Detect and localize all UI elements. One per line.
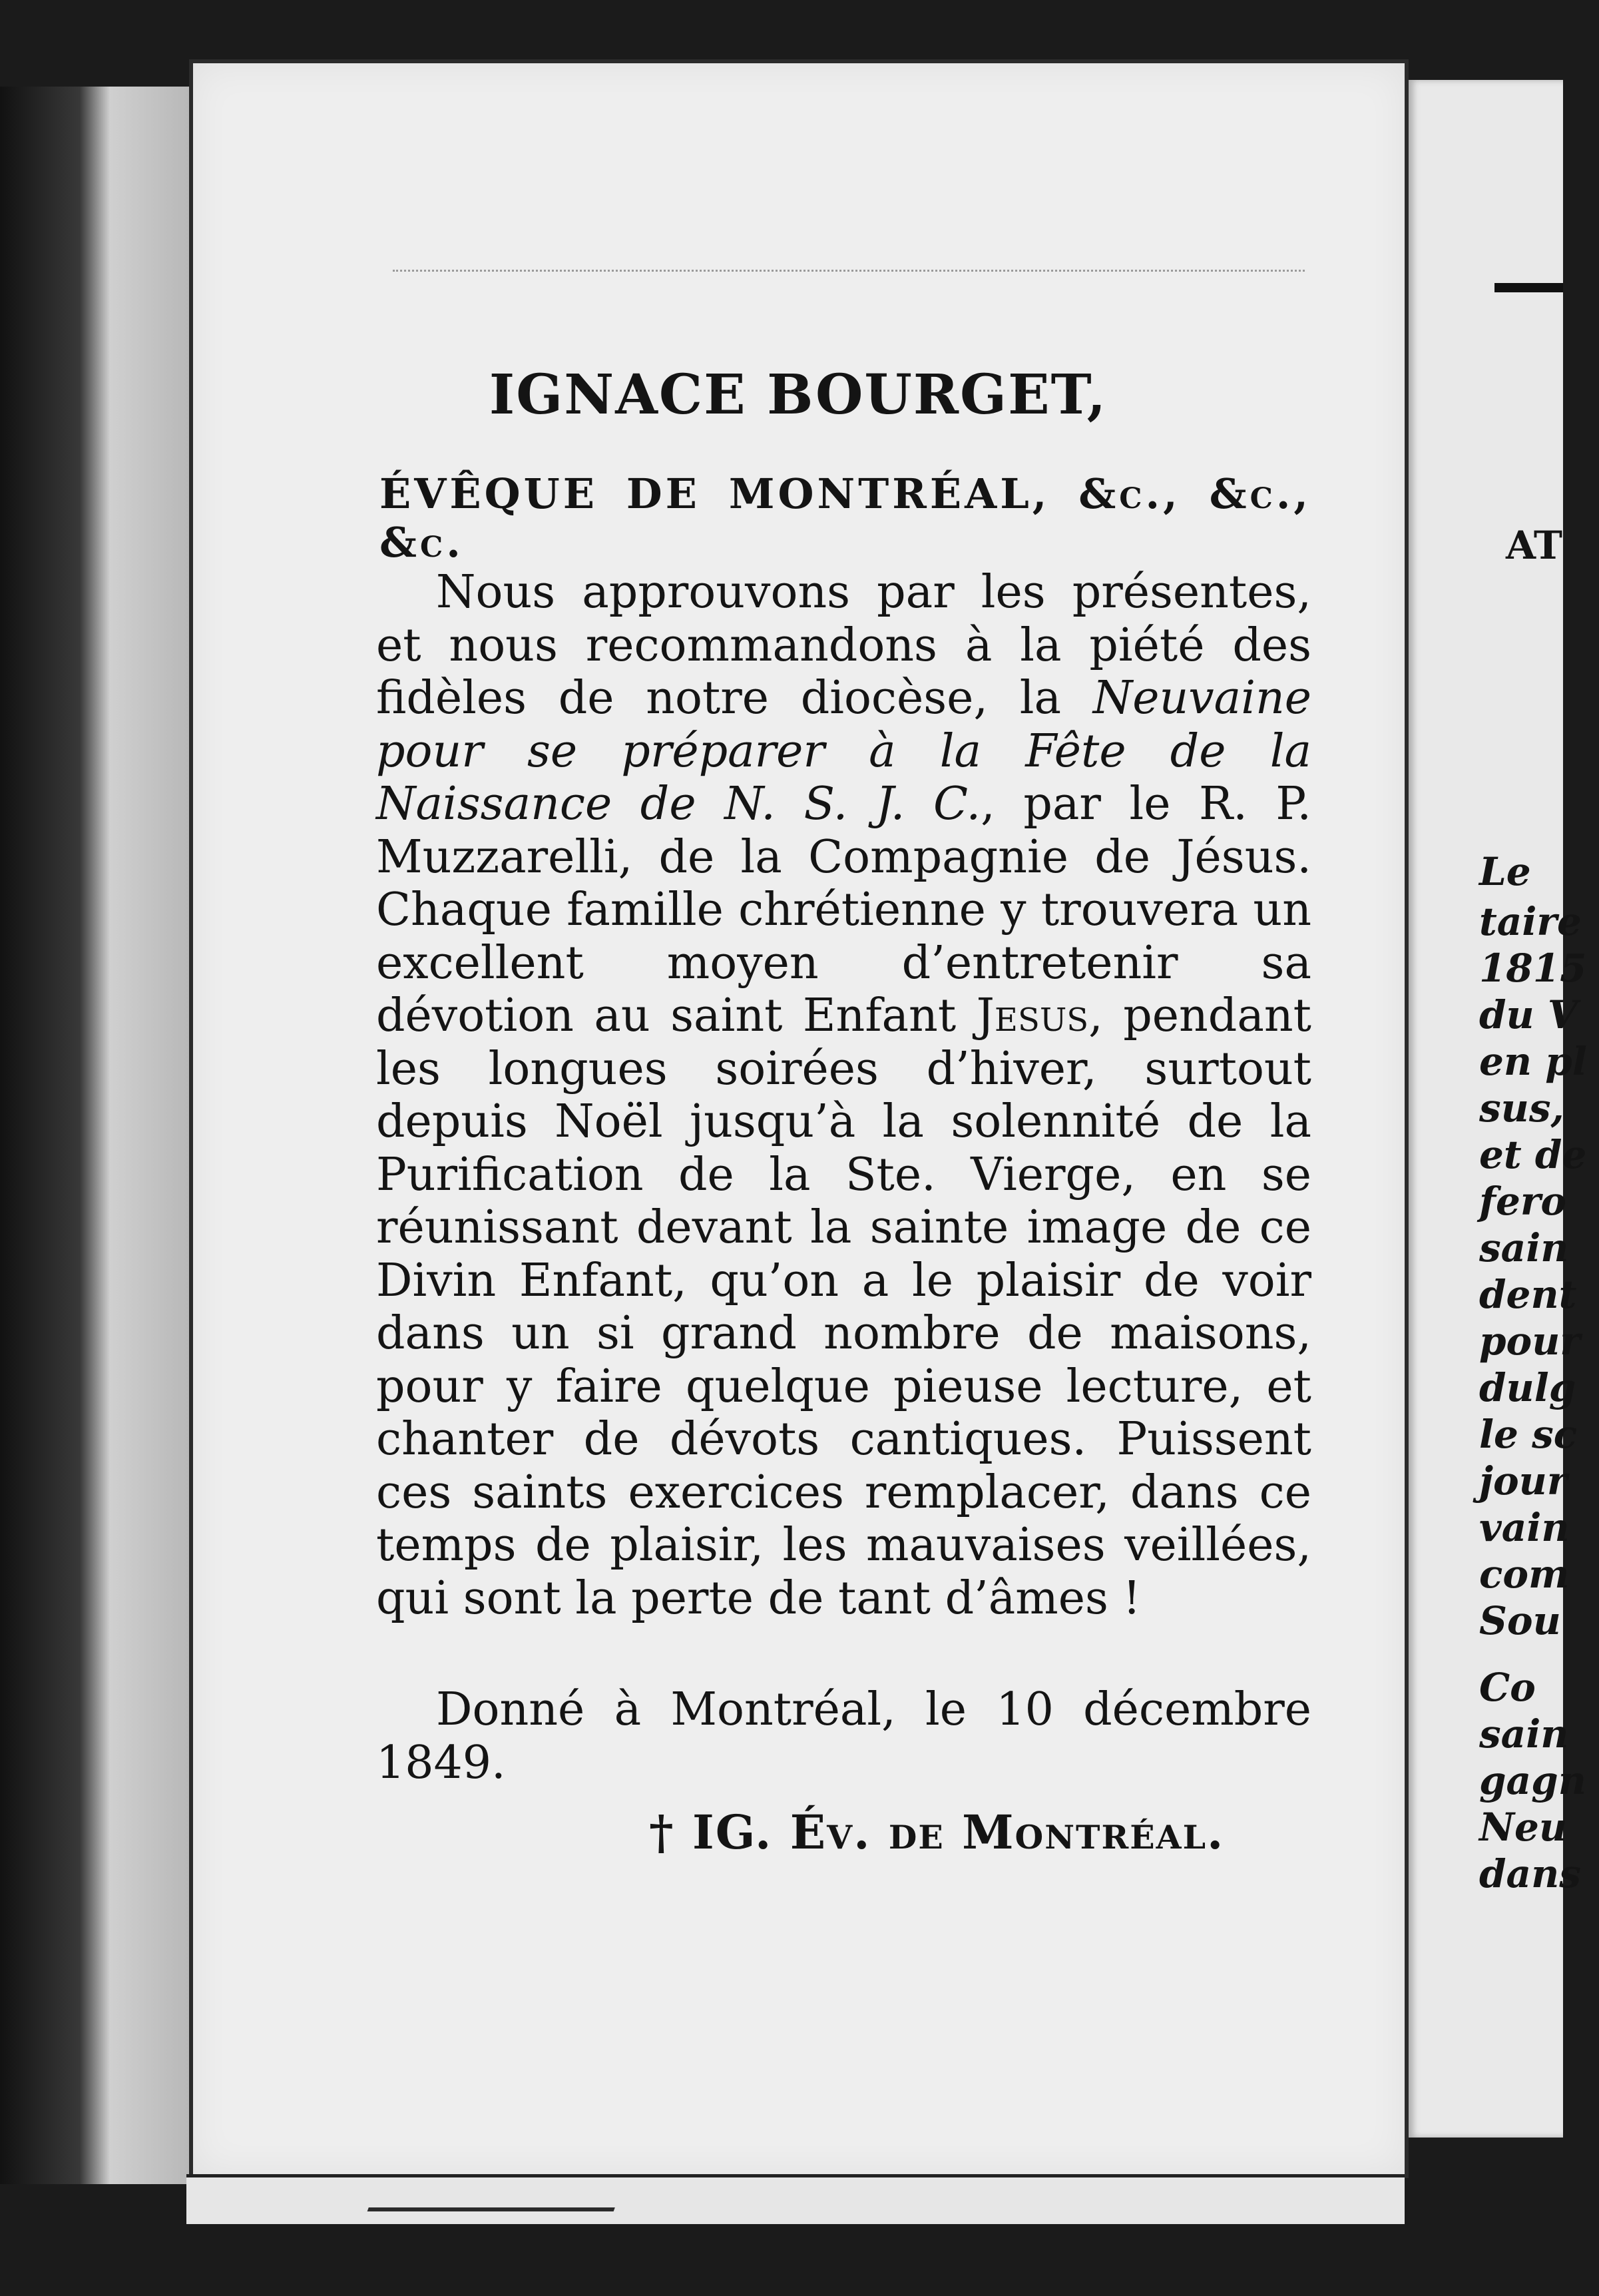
adjacent-page-fragment: vain [1479, 1505, 1570, 1550]
approval-lead: Nous approuvons par les présentes, et nous recommandons à la piété des fidèles de notre diocèse, la [376, 566, 1311, 724]
page-bottom-edge [186, 2174, 1405, 2224]
holy-name: Jesus [976, 990, 1089, 1042]
adjacent-page-fragment: Sou [1479, 1598, 1561, 1643]
document-title: IGNACE BOURGET, [489, 363, 1108, 427]
adjacent-page-fragment: dulg [1479, 1365, 1576, 1410]
approval-mid: , par le R. P. Muzzarelli, de la Compagnie de Jésus. Chaque famille chrétienne y trouvera un excellent moyen d’entretenir sa dévotion au saint Enfant [376, 778, 1311, 1042]
adjacent-page-fragment: du V [1479, 992, 1578, 1037]
dated-line [376, 1683, 1311, 1789]
bottom-scribble-mark [367, 2181, 625, 2211]
adjacent-page-fragment: AT [1506, 523, 1562, 568]
adjacent-page-fragment: jour [1479, 1458, 1568, 1504]
adjacent-page-fragment: sain [1479, 1225, 1569, 1271]
document-subtitle: ÉVÊQUE DE MONTRÉAL, &c., &c., &c. [379, 469, 1311, 567]
bishop-signature: † IG. Év. de Montréal. [649, 1805, 1225, 1860]
adjacent-page-fragment: fero [1479, 1179, 1567, 1224]
adjacent-page-fragment: 1815 [1479, 946, 1587, 991]
header-dotted-rule [393, 270, 1305, 272]
adjacent-page-fragment: dent [1479, 1272, 1577, 1317]
adjacent-page-fragment: taire [1479, 899, 1582, 944]
adjacent-page-fragment: Neu [1479, 1805, 1568, 1850]
adjacent-page-fragment: Co [1479, 1665, 1536, 1710]
approval-tail: , pendant les longues soirées d’hiver, surtout depuis Noël jusqu’à la solennité de la Purification de la Ste. Vierge, en se réunissant devant la sainte image de ce Divin Enfant, qu’on a le plaisir de voir dans un si grand nombre de maisons, pour y faire quelque pieuse lecture, et chanter de dévots cantiques. Puissent ces saints exercices remplacer, dans ce temps de plaisir, les mauvaises veillées, qui sont la perte de tant d’âmes ! [376, 990, 1311, 1625]
dated-paragraph: Donné à Montréal, le 10 décembre 1849. [376, 1683, 1311, 1789]
adjacent-page-fragment: en pl [1479, 1039, 1587, 1084]
adjacent-page-fragment: sain [1479, 1711, 1569, 1757]
adjacent-page-fragment: gagn [1479, 1758, 1586, 1803]
adjacent-page-fragment: Le [1479, 849, 1531, 894]
adjacent-page-fragment: dans [1479, 1851, 1581, 1896]
adjacent-page-fragment: le sc [1479, 1412, 1578, 1457]
book-title: Neuvaine pour se préparer à la Fête de la Naissance de N. S. J. C. [376, 672, 1311, 830]
approval-paragraph [376, 566, 1311, 1625]
adjacent-page-fragment: et de [1479, 1132, 1587, 1177]
adjacent-page-fragment: sus, [1479, 1085, 1564, 1131]
adjacent-page-rule [1494, 283, 1563, 292]
approval-text [376, 566, 1311, 1625]
adjacent-page-fragment: com [1479, 1552, 1570, 1597]
adjacent-page-fragment: pour [1479, 1318, 1580, 1364]
